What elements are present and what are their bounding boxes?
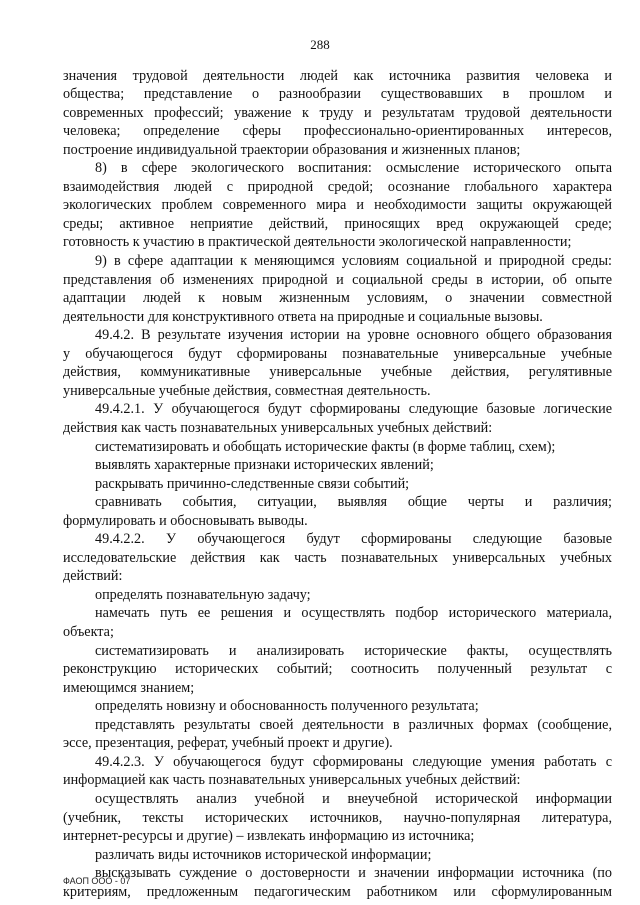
text-line: действия, коммуникативные универсальные учебные действия, регулятивные [63, 364, 612, 381]
text-line: действий: [63, 568, 123, 585]
text-line: сравнивать события, ситуации, выявляя общие черты и различия; [95, 494, 612, 511]
text-line: систематизировать и обобщать исторические факты (в форме таблиц, схем); [95, 438, 556, 455]
text-line: представления об изменениях природной и социальной среды в истории, об опыте [63, 271, 612, 288]
text-line: объекта; [63, 624, 114, 640]
text-line: определять познавательную задачу; [95, 586, 311, 603]
text-line: выявлять характерные признаки исторических явлений; [95, 457, 434, 474]
text-line: раскрывать причинно-следственные связи событий; [95, 475, 410, 492]
text-line: взаимодействия людей с природной средой; осознание глобального характера [63, 178, 612, 195]
text-line: человека; определение сферы профессионально-ориентированных интересов, [63, 123, 612, 140]
text-line: 49.4.2.1. У обучающегося будут сформированы следующие базовые логические [95, 401, 612, 418]
text-line: 49.4.2.2. У обучающегося будут сформированы следующие базовые [95, 531, 612, 548]
text-line: 8) в сфере экологического воспитания: осмысление исторического опыта [95, 160, 612, 177]
document-footer: ФАОП ООО - 07 [63, 876, 131, 886]
text-line: определять новизну и обоснованность полученного результата; [95, 698, 479, 715]
text-line: намечать путь ее решения и осуществлять подбор исторического материала, [95, 605, 612, 622]
text-line: эссе, презентация, реферат, учебный проект и другие). [63, 735, 393, 752]
text-line: действия как часть познавательных универсальных учебных действий: [63, 419, 493, 436]
text-line: экологических проблем современного мира и необходимости защиты окружающей [63, 197, 612, 214]
text-line: 49.4.2.3. У обучающегося будут сформированы следующие умения работать с [95, 753, 612, 770]
text-line: адаптации людей к новым жизненным условиям, о значении совместной [63, 290, 612, 307]
text-line: имеющимся знанием; [63, 679, 195, 696]
text-line: различать виды источников исторической информации; [95, 846, 432, 863]
text-line: значения трудовой деятельности людей как источника развития человека и [63, 67, 612, 84]
text-line: критериям, предложенным педагогическим работником или сформулированным [63, 883, 612, 900]
text-line: деятельности для конструктивного ответа на природные и социальные вызовы. [63, 308, 543, 325]
text-line: осуществлять анализ учебной и внеучебной исторической информации [95, 790, 612, 807]
text-line: представлять результаты своей деятельности в различных формах (сообщение, [95, 716, 612, 733]
text-line: (учебник, тексты исторических источников, научно-популярная литература, [63, 809, 612, 826]
text-line: высказывать суждение о достоверности и значении информации источника (по [95, 865, 612, 882]
text-line: построение индивидуальной траектории образования и жизненных планов; [63, 141, 521, 158]
page-number: 288 [310, 37, 330, 52]
text-line: исследовательские действия как часть познавательных универсальных учебных [63, 549, 612, 566]
text-line: готовность к участию в практической деятельности экологической направленности; [63, 234, 572, 251]
text-line: систематизировать и анализировать исторические факты, осуществлять [95, 642, 612, 659]
text-line: среды; активное неприятие действий, приносящих вред окружающей среде; [63, 215, 612, 232]
text-line: общества; представление о разнообразии существовавших в прошлом и [63, 86, 612, 103]
text-line: универсальные учебные действия, совместная деятельность. [63, 382, 431, 399]
text-line: интернет-ресурсы и другие) – извлекать информацию из источника; [63, 828, 475, 845]
text-line: у обучающегося будут сформированы познавательные универсальные учебные [63, 345, 612, 362]
text-line: реконструкцию исторических событий; соотносить полученный результат с [63, 661, 612, 678]
text-line: 49.4.2. В результате изучения истории на уровне основного общего образования [95, 327, 612, 344]
text-line: информацией как часть познавательных универсальных учебных действий: [63, 772, 521, 789]
text-line: формулировать и обосновывать выводы. [63, 512, 308, 529]
text-line: 9) в сфере адаптации к меняющимся условиям социальной и природной среды: [95, 253, 612, 269]
text-line: современных профессий; уважение к труду и результатам трудовой деятельности [63, 104, 612, 121]
